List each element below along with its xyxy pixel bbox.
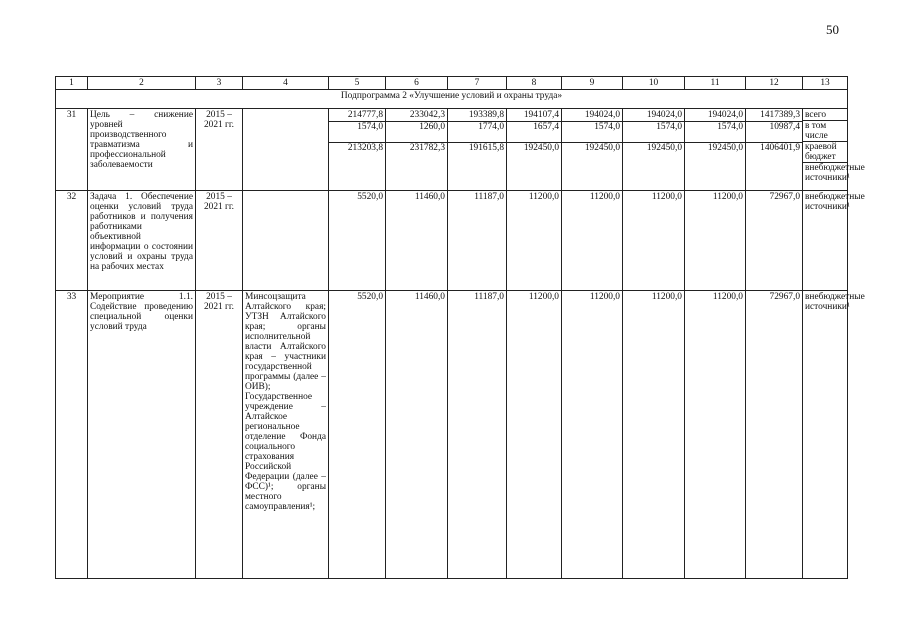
value-cell: 11187,0 bbox=[448, 291, 507, 579]
row-name: Цель – снижение уровней производственного травматизма и профессиональной заболеваемости bbox=[88, 109, 196, 191]
column-number: 8 bbox=[507, 77, 562, 90]
value-cell: 11200,0 bbox=[507, 191, 562, 291]
funding-source: внебюджетные источники¹ bbox=[803, 191, 848, 291]
total-cell: 72967,0 bbox=[746, 191, 803, 291]
table-row bbox=[56, 109, 848, 191]
row-number: 33 bbox=[56, 291, 88, 579]
column-number-row bbox=[56, 77, 848, 90]
value-cell: 214777,8 1574,0 213203,8 bbox=[329, 109, 386, 191]
column-number: 1 bbox=[56, 77, 88, 90]
funding-source: в том числе bbox=[803, 120, 847, 141]
value-cell: 194107,4 1657,4 192450,0 bbox=[507, 109, 562, 191]
row-name: Мероприятие 1.1. Содействие проведению специальной оценки условий труда bbox=[88, 291, 196, 579]
table-row bbox=[56, 291, 848, 579]
column-number: 12 bbox=[746, 77, 803, 90]
total-cell: 72967,0 bbox=[746, 291, 803, 579]
funding-source: внебюджетные источники¹ bbox=[805, 163, 865, 183]
value-cell: 11200,0 bbox=[623, 191, 685, 291]
row-period: 2015 – 2021 гг. bbox=[196, 109, 243, 191]
row-period: 2015 – 2021 гг. bbox=[196, 191, 243, 291]
total-cell: 1417389,3 10987,4 1406401,9 bbox=[746, 109, 803, 191]
column-number: 11 bbox=[685, 77, 746, 90]
column-number: 2 bbox=[88, 77, 196, 90]
value-cell: 11200,0 bbox=[685, 191, 746, 291]
column-number: 9 bbox=[562, 77, 623, 90]
value-cell: 194024,0 1574,0 192450,0 bbox=[685, 109, 746, 191]
subprogram-title-row bbox=[56, 90, 848, 109]
value-cell: 11200,0 bbox=[562, 191, 623, 291]
subprogram-table bbox=[55, 76, 865, 579]
value-cell: 194024,0 1574,0 192450,0 bbox=[562, 109, 623, 191]
value-cell: 5520,0 bbox=[329, 191, 386, 291]
funding-source-cell bbox=[803, 109, 865, 191]
value-cell: 11200,0 bbox=[562, 291, 623, 579]
row-number: 31 bbox=[56, 109, 88, 191]
row-executor bbox=[243, 109, 329, 191]
funding-source: краевой бюджет bbox=[803, 141, 847, 162]
value-cell: 11187,0 bbox=[448, 191, 507, 291]
value-cell: 233042,3 1260,0 231782,3 bbox=[386, 109, 448, 191]
row-executor: Минсоцзащита Алтайского края; УТЗН Алтайского края; органы исполнительной власти Алтайского края – участники государственной программы (далее – ОИВ); Государственное учреждение – Алтайское региональное отделение Фонда социального страхования Российской Федерации (далее – ФСС)¹; органы местного самоуправления¹; bbox=[243, 291, 329, 579]
column-number: 10 bbox=[623, 77, 685, 90]
page-number: 50 bbox=[826, 22, 839, 37]
value-cell: 11200,0 bbox=[623, 291, 685, 579]
column-number: 3 bbox=[196, 77, 243, 90]
subprogram-title: Подпрограмма 2 «Улучшение условий и охраны труда» bbox=[56, 90, 848, 109]
funding-source: внебюджетные источники¹ bbox=[803, 291, 848, 579]
column-number: 6 bbox=[386, 77, 448, 90]
column-number: 7 bbox=[448, 77, 507, 90]
column-number: 4 bbox=[243, 77, 329, 90]
value-cell: 5520,0 bbox=[329, 291, 386, 579]
value-cell: 11200,0 bbox=[507, 291, 562, 579]
row-period: 2015 – 2021 гг. bbox=[196, 291, 243, 579]
value-cell: 11460,0 bbox=[386, 191, 448, 291]
row-number: 32 bbox=[56, 191, 88, 291]
row-executor bbox=[243, 191, 329, 291]
table-row bbox=[56, 191, 848, 291]
value-cell: 193389,8 1774,0 191615,8 bbox=[448, 109, 507, 191]
value-cell: 194024,0 1574,0 192450,0 bbox=[623, 109, 685, 191]
value-cell: 11200,0 bbox=[685, 291, 746, 579]
column-number: 13 bbox=[803, 77, 848, 90]
row-name: Задача 1. Обеспечение оценки условий труда работников и получения работниками объективной информации о состоянии условий и охраны труда на рабочих местах bbox=[88, 191, 196, 291]
funding-source: всего bbox=[805, 110, 827, 120]
value-cell: 11460,0 bbox=[386, 291, 448, 579]
column-number: 5 bbox=[329, 77, 386, 90]
